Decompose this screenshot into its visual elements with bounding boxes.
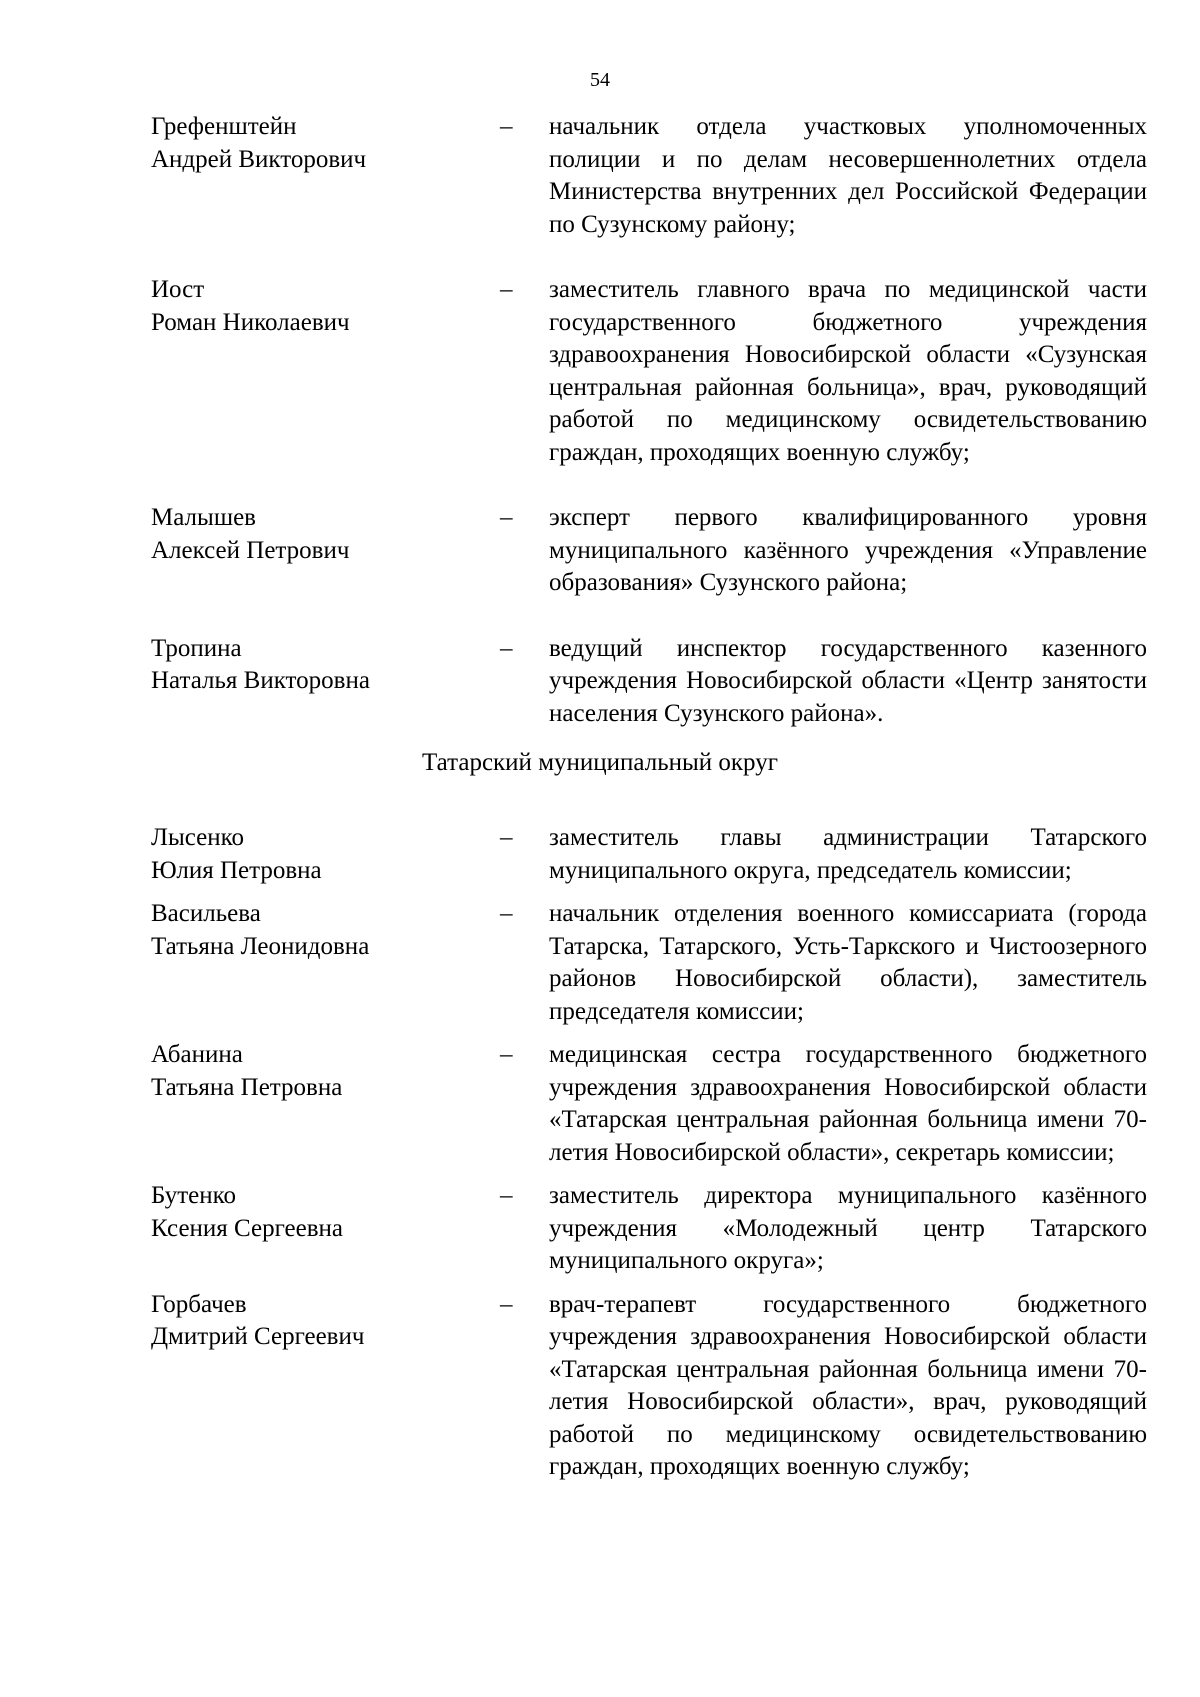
dash-separator: – [500,900,513,927]
member-name [151,111,500,241]
member-surname: Грефенштейн [151,113,297,140]
member-role: заместитель директора муниципального казённого учреждения «Молодежный центр Татарского муниципального округа»; [549,1182,1147,1274]
member-given-name: Юлия Петровна [151,856,322,884]
member-given-name: Дмитрий Сергеевич [151,1323,365,1350]
member-name [151,1289,500,1484]
member-role: эксперт первого квалифицированного уровня муниципального казённого учреждения «Управление образования» Сузунского района; [549,504,1147,596]
page-number: 54 [590,69,610,91]
member-list-tatarsk [0,822,1200,1484]
dash-separator: – [500,1182,513,1209]
member-name [151,1039,500,1169]
member-name [151,822,500,887]
member-surname: Тропина [151,634,242,662]
list-item [0,502,1200,600]
member-role: ведущий инспектор государственного казенного учреждения Новосибирской области «Центр занятости населения Сузунского района». [549,634,1147,727]
member-given-name: Алексей Петрович [151,536,350,564]
dash-separator: – [500,1041,513,1068]
member-name [151,633,500,731]
dash-separator: – [500,504,513,531]
section-heading: Татарский муниципальный округ [422,749,778,776]
list-item [0,633,1200,731]
member-given-name: Андрей Викторович [151,145,367,173]
member-given-name: Татьяна Леонидовна [151,932,370,960]
list-item [0,1039,1200,1169]
list-item [0,898,1200,1028]
member-role: заместитель главного врача по медицинской части государственного бюджетного учреждения здравоохранения Новосибирской области «Сузунская центральная районная больница», врач, руководящий работой по медицинскому освидетельствованию граждан, проходящих военную службу; [549,276,1147,466]
member-role: начальник отделения военного комиссариата (города Татарска, Татарского, Усть-Таркского и Чистоозерного районов Новосибирской области), заместитель председателя комиссии; [549,900,1147,1025]
list-item [0,1180,1200,1278]
member-given-name: Татьяна Петровна [151,1073,343,1101]
member-name [151,1180,500,1278]
list-item [0,274,1200,469]
member-role: врач-терапевт государственного бюджетного учреждения здравоохранения Новосибирской области «Татарская центральная районная больница имени 70-летия Новосибирской области», врач, руководящий работой по медицинскому освидетельствованию граждан, проходящих военную службу; [549,1290,1147,1480]
dash-separator: – [500,1290,513,1318]
list-item [0,111,1200,241]
list-item [0,1289,1200,1484]
dash-separator: – [500,634,513,662]
member-surname: Иост [151,276,205,303]
member-role: начальник отдела участковых уполномоченных полиции и по делам несовершеннолетних отдела Министерства внутренних дел Российской Федерации по Сузунскому району; [549,113,1147,238]
member-name [151,898,500,1028]
member-role: заместитель главы администрации Татарского муниципального округа, председатель комиссии; [549,824,1147,884]
member-surname: Васильева [151,900,261,927]
member-name [151,274,500,469]
member-surname: Малышев [151,504,256,531]
member-surname: Бутенко [151,1182,237,1209]
list-item [0,822,1200,887]
member-name [151,502,500,600]
dash-separator: – [500,276,513,303]
member-surname: Горбачев [151,1290,247,1318]
dash-separator: – [500,824,513,851]
member-list-suzun [0,111,1200,730]
dash-separator: – [500,113,513,140]
member-surname: Лысенко [151,824,245,851]
member-given-name: Наталья Викторовна [151,667,370,694]
member-surname: Абанина [151,1041,243,1068]
member-given-name: Роман Николаевич [151,308,350,336]
member-given-name: Ксения Сергеевна [151,1214,344,1242]
member-role: медицинская сестра государственного бюджетного учреждения здравоохранения Новосибирской области «Татарская центральная районная больница имени 70-летия Новосибирской области», секретарь комиссии; [549,1041,1147,1166]
